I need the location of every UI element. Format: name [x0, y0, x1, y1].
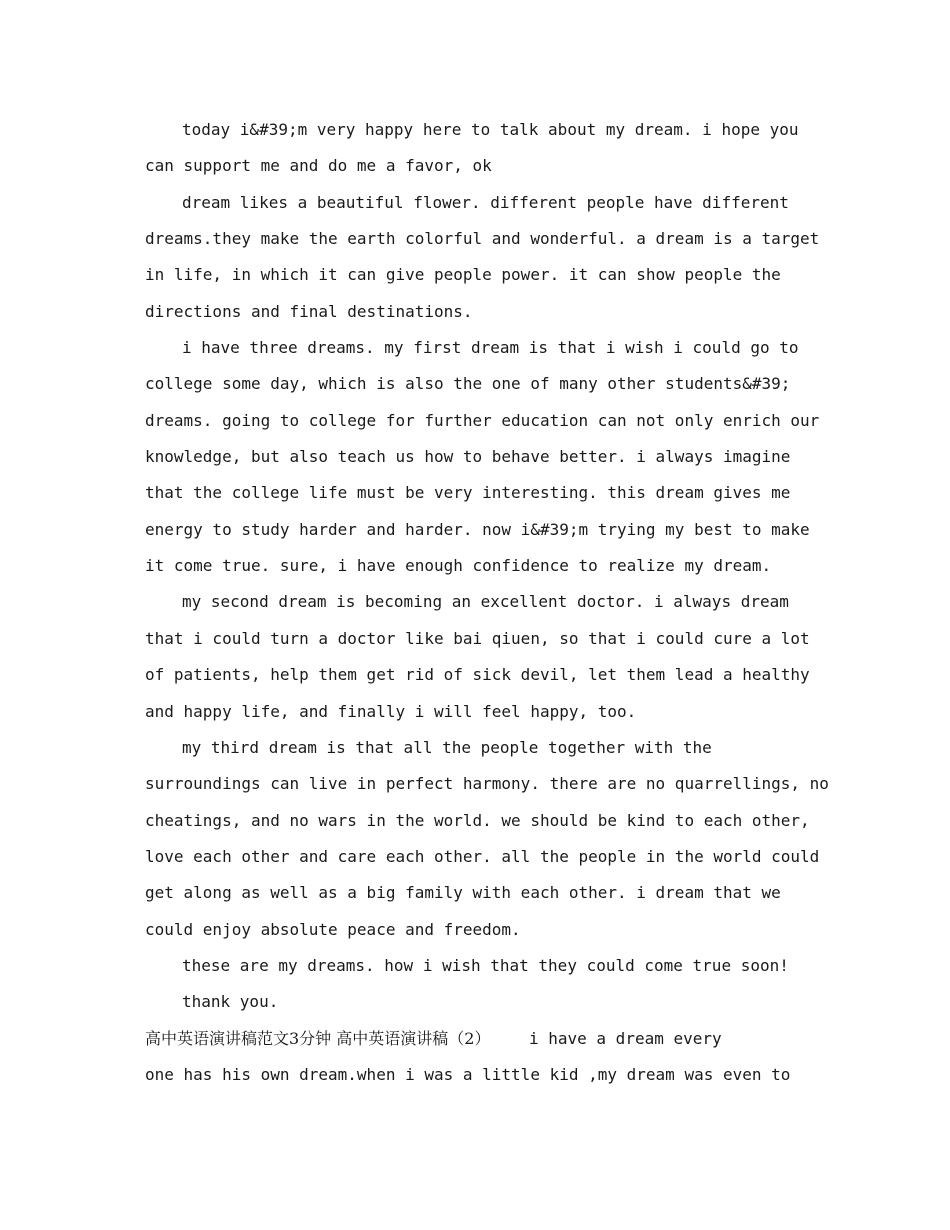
- line-text: college some day, which is also the one of many other students&#39;: [145, 374, 791, 394]
- text-line: [145, 439, 815, 475]
- line-text: cheatings, and no wars in the world. we should be kind to each other,: [145, 810, 810, 830]
- line-text: these are my dreams. how i wish that they could come true soon!: [182, 955, 789, 975]
- text-line: [145, 366, 815, 402]
- text-line: [145, 694, 815, 730]
- text-line: [145, 185, 815, 221]
- text-line: [145, 330, 815, 366]
- text-line: [145, 1021, 815, 1057]
- line-text: that the college life must be very interesting. this dream gives me: [145, 483, 791, 503]
- text-line: [145, 948, 815, 984]
- section-heading: 高中英语演讲稿范文3分钟 高中英语演讲稿（2）: [145, 1028, 491, 1048]
- line-text: that i could turn a doctor like bai qiuen, so that i could cure a lot: [145, 628, 810, 648]
- text-line: [145, 766, 829, 802]
- text-line: [145, 912, 815, 948]
- line-text: could enjoy absolute peace and freedom.: [145, 919, 521, 939]
- line-text: get along as well as a big family with each other. i dream that we: [145, 883, 781, 903]
- text-line: [145, 984, 815, 1020]
- text-line: [145, 475, 815, 511]
- line-text: energy to study harder and harder. now i&#39;m trying my best to make: [145, 519, 810, 539]
- line-text: in life, in which it can give people power. it can show people the: [145, 265, 781, 285]
- text-line: [145, 730, 815, 766]
- text-line: [145, 112, 815, 148]
- text-line: [145, 584, 815, 620]
- text-line: [145, 148, 815, 184]
- text-line: [145, 294, 815, 330]
- text-line: [145, 875, 815, 911]
- line-text: today i&#39;m very happy here to talk about my dream. i hope you: [182, 120, 799, 139]
- line-text: my second dream is becoming an excellent doctor. i always dream: [182, 592, 789, 612]
- line-text: one has his own dream.when i was a little kid ,my dream was even to: [145, 1064, 791, 1084]
- text-line: [145, 257, 815, 293]
- text-line: [145, 221, 820, 257]
- line-text: thank you.: [182, 992, 279, 1012]
- line-text: dream likes a beautiful flower. different people have different: [182, 192, 789, 212]
- text-line: [145, 403, 820, 439]
- line-text: knowledge, but also teach us how to behave better. i always imagine: [145, 447, 791, 467]
- line-text: surroundings can live in perfect harmony. there are no quarrellings, no: [145, 774, 829, 794]
- line-text: dreams.they make the earth colorful and wonderful. a dream is a target: [145, 229, 820, 249]
- document-body: [145, 112, 829, 1093]
- line-text: and happy life, and finally i will feel happy, too.: [145, 701, 637, 721]
- text-line: [145, 803, 815, 839]
- line-text: love each other and care each other. all the people in the world could: [145, 846, 820, 866]
- text-line: [145, 657, 815, 693]
- text-line: [145, 512, 815, 548]
- line-text: i have three dreams. my first dream is that i wish i could go to: [182, 338, 799, 358]
- line-text: of patients, help them get rid of sick devil, let them lead a healthy: [145, 665, 810, 685]
- line-text: it come true. sure, i have enough confidence to realize my dream.: [145, 556, 772, 576]
- line-text: i have a dream every: [490, 1028, 722, 1048]
- text-line: [145, 839, 820, 875]
- text-line: [145, 1057, 815, 1093]
- text-line: [145, 548, 815, 584]
- line-text: dreams. going to college for further education can not only enrich our: [145, 410, 820, 430]
- line-text: my third dream is that all the people together with the: [182, 737, 712, 757]
- line-text: can support me and do me a favor, ok: [145, 156, 492, 176]
- text-line: [145, 621, 815, 657]
- line-text: directions and final destinations.: [145, 301, 473, 321]
